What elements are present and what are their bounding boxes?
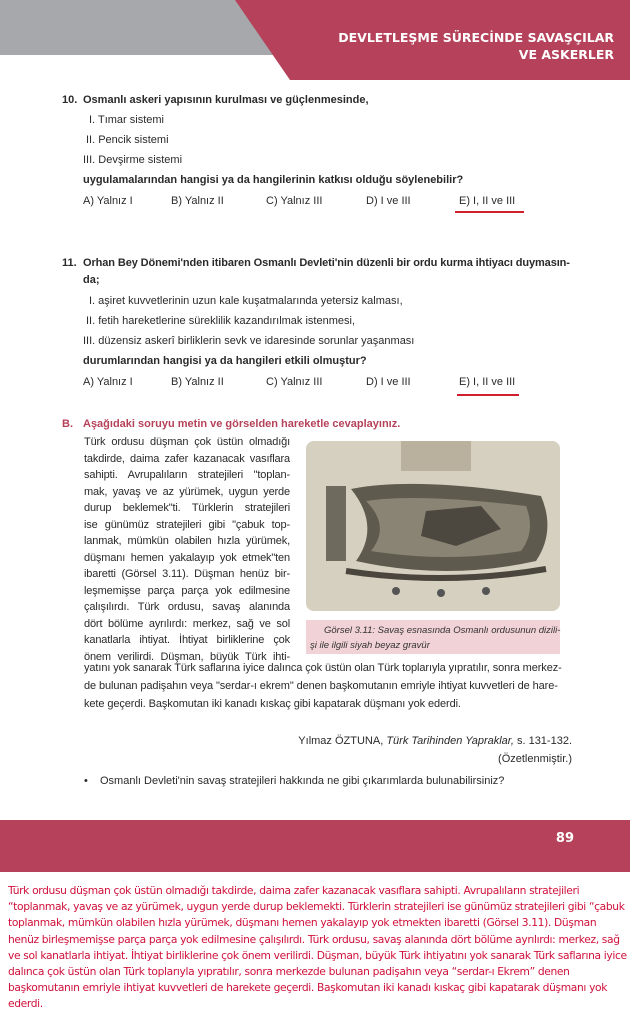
option-c[interactable]: C) Yalnız III xyxy=(266,376,323,388)
paragraph-line: ibaretti (Görsel 3.11). Düşman henüz bir- xyxy=(84,568,290,580)
question-prompt: durumlarından hangisi ya da hangileri etkili olmuştur? xyxy=(83,355,367,367)
section-b-instruction: Aşağıdaki soruyu metin ve görselden hareketle cevaplayınız. xyxy=(83,418,401,430)
citation-author: Yılmaz ÖZTUNA, xyxy=(298,735,387,747)
question-item: III. Devşirme sistemi xyxy=(83,154,183,166)
question-stem: Orhan Bey Dönemi'nden itibaren Osmanlı Devleti'nin düzenli bir ordu kurma ihtiyacı duymasın- xyxy=(83,257,570,269)
question-prompt: uygulamalarından hangisi ya da hangilerinin katkısı olduğu söylenebilir? xyxy=(83,174,464,186)
option-a[interactable]: A) Yalnız I xyxy=(83,376,133,388)
bullet-question: Osmanlı Devleti'nin savaş stratejileri hakkında ne gibi çıkarımlarda bulunabilirsiniz? xyxy=(100,775,505,787)
answer-underline xyxy=(455,211,524,213)
transcription-note: Türk ordusu düşman çok üstün olmadığı takdirde, daima zafer kazanacak vasıflara sahipti. Avrupalıların stratejileri “toplanmak, yavaş ve az yürümek, uygun yerde durup beklemekti. Türklerin stratejileri ise günümüz stratejileri gibi “çabuk toplanmak, mümkün olabilen hızla yürümek, düşmanı hemen yakalayıp yok etmekten ibaretti (Görsel 3.11). Düşman henüz birleşmemişse parça parça yok edilmesine çalışılırdı. Türk ordusu, savaş alanında dört bölüme ayrılırdı: merkez, sağ ve sol kanatlarla ihtiyat. İhtiyat birliklerine çok önem verilirdi. Düşman, büyük Türk ihtiyatını yok sanarak Türk saflarına iyice dalınca çok üstün olan Türk toplarıyla yıpratılır, sonra merkezde bulunan padişahın veya “serdar-ı Ekrem” denen başkomutanın emriyle ihtiyat kuvvetleri de harekete geçerdi. Başkomutan iki kanadı kıskaç gibi kapatarak düşmanı yok ederdi. xyxy=(8,884,627,1011)
question-number: 10. xyxy=(62,94,78,106)
answer-underline xyxy=(457,394,519,396)
option-e[interactable]: E) I, II ve III xyxy=(459,376,516,388)
paragraph-line: durup beklemek"ti. Türklerin stratejileri xyxy=(84,502,290,514)
option-b[interactable]: B) Yalnız II xyxy=(171,376,224,388)
question-item: I. aşiret kuvvetlerinin uzun kale kuşatmalarında yetersiz kalması, xyxy=(89,295,403,307)
paragraph-line: leşmemişse parça parça yok edilmesine xyxy=(84,584,290,597)
question-item: II. fetih hareketlerine süreklilik kazandırılmak istenmesi, xyxy=(86,315,355,327)
paragraph-line: Türk ordusu düşman çok üstün olmadığı xyxy=(84,436,290,448)
question-stem-cont: da; xyxy=(83,274,100,286)
paragraph-line: de bulunan padişahın veya "serdar-ı ekrem" denen başkomutanın emriyle ihtiyat kuvvetleri de hare- xyxy=(84,680,558,692)
option-a[interactable]: A) Yalnız I xyxy=(83,195,133,207)
paragraph-line: lanmak, mümkün olabilen hızla yürümek, xyxy=(84,535,290,547)
question-item: III. düzensiz askerî birliklerin sevk ve idaresinde sorunlar yaşanması xyxy=(83,335,415,347)
paragraph-line: önem verilirdi. Düşman, büyük Türk ihti- xyxy=(84,650,290,663)
page-footer xyxy=(0,820,630,872)
paragraph-line: ise günümüz stratejileri gibi "çabuk top- xyxy=(84,518,290,531)
bullet-icon: • xyxy=(84,775,88,787)
chapter-title-line2: VE ASKERLER xyxy=(518,47,614,62)
option-b[interactable]: B) Yalnız II xyxy=(171,195,224,207)
paragraph-line: kete geçerdi. Başkomutan iki kanadı kıskaç gibi kapatarak düşmanı yok ederdi. xyxy=(84,698,461,710)
citation-pages: s. 131-132. xyxy=(513,735,572,747)
option-e[interactable]: E) I, II ve III xyxy=(459,195,516,207)
caption-line1: Görsel 3.11: Savaş esnasında Osmanlı ordusunun dizili- xyxy=(324,625,561,636)
paragraph-line: yatını yok sanarak Türk saflarına iyice dalınca çok üstün olan Türk toplarıyla yıpratılır, sonra merkez- xyxy=(84,662,562,674)
image-caption xyxy=(306,620,560,654)
chapter-title-line1: DEVLETLEŞME SÜRECİNDE SAVAŞÇILAR xyxy=(338,30,614,45)
paragraph-line: sahipti. Avrupalıların stratejileri "toplan- xyxy=(84,469,290,481)
option-d[interactable]: D) I ve III xyxy=(366,195,411,207)
option-c[interactable]: C) Yalnız III xyxy=(266,195,323,207)
paragraph-line: kanatlarla ihtiyat. İhtiyat birliklerine çok xyxy=(84,634,290,646)
paragraph-line: takdirde, daima zafer kazanacak vasıflara xyxy=(84,452,290,465)
page-number: 89 xyxy=(555,831,574,846)
citation-note: (Özetlenmiştir.) xyxy=(498,753,572,765)
army-formation-engraving-icon xyxy=(306,441,560,611)
caption-line2: şi ile ilgili siyah beyaz gravür xyxy=(310,640,430,651)
option-d[interactable]: D) I ve III xyxy=(366,376,411,388)
paragraph-line: düşmanı hemen yakalayıp yok etmek"ten xyxy=(84,551,290,564)
section-b-label: B. xyxy=(62,418,73,430)
engraving-image xyxy=(306,441,560,611)
chapter-title xyxy=(338,29,614,63)
question-item: I. Tımar sistemi xyxy=(89,114,164,126)
citation-title: Türk Tarihinden Yapraklar, xyxy=(386,735,514,747)
paragraph-line: dört bölüme ayrılırdı: merkez, sağ ve sol xyxy=(84,617,290,630)
paragraph-line: çalışılırdı. Türk ordusu, savaş alanında xyxy=(84,601,290,613)
citation xyxy=(298,735,572,747)
paragraph-line: mak, yavaş ve az yürümek, uygun yerde xyxy=(84,485,290,498)
question-stem: Osmanlı askeri yapısının kurulması ve güçlenmesinde, xyxy=(83,94,369,106)
question-item: II. Pencik sistemi xyxy=(86,134,169,146)
question-number: 11. xyxy=(62,257,77,269)
